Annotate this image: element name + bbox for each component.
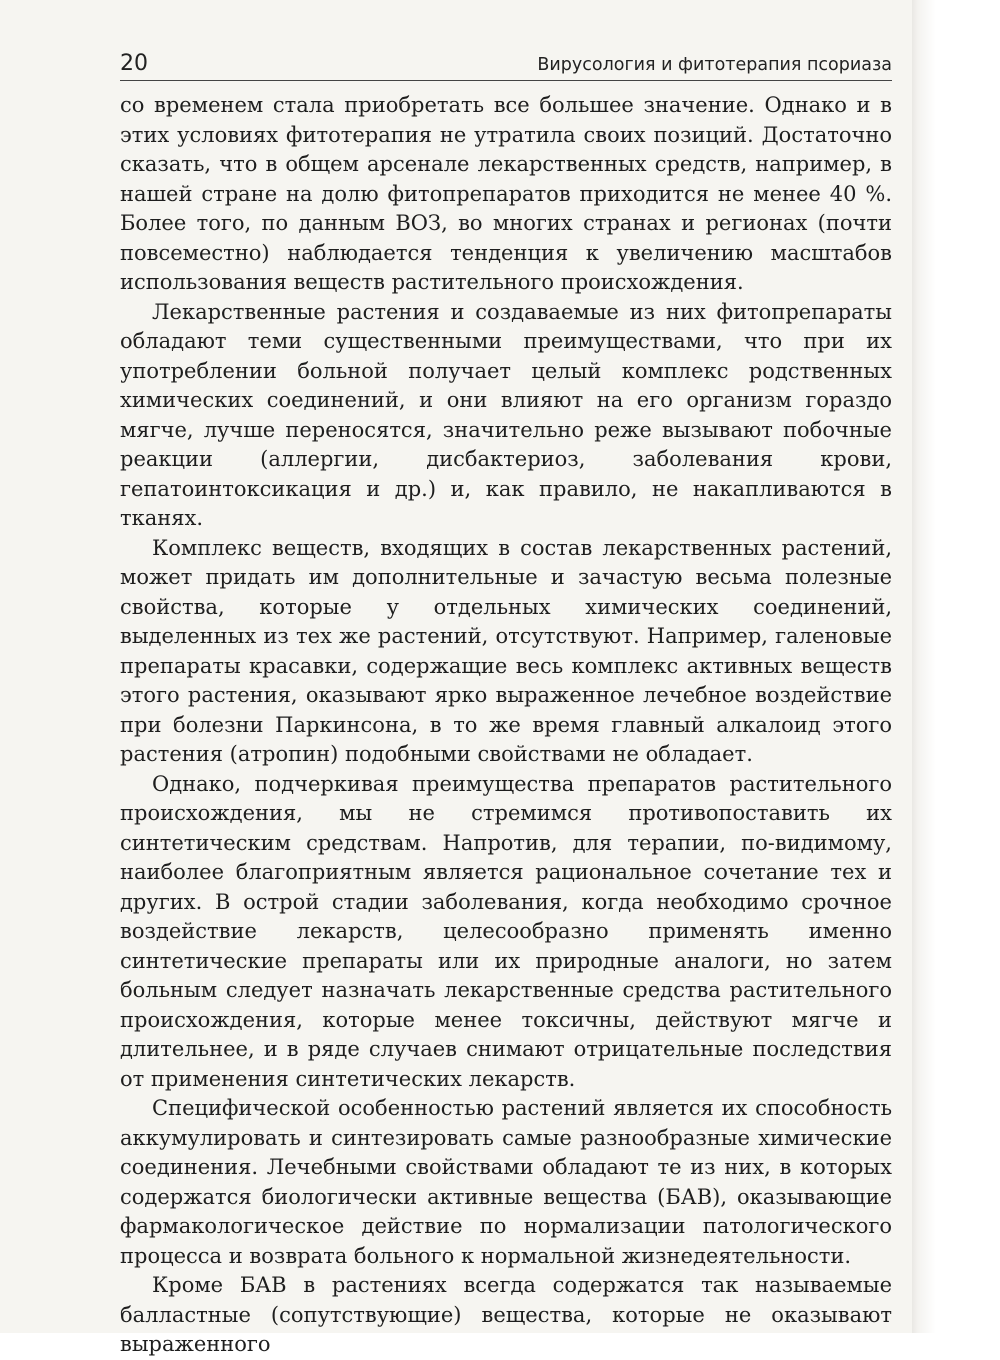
paragraph: Комплекс веществ, входящих в состав лекарственных растений, может придать им дополнительные и зачастую весьма полезные свойства, которые у отдельных химических соединений, выделенных из тех же растений, отсутствуют. Например, галеновые препараты красавки, содержащие весь комплекс активных веществ этого растения, оказывают ярко выраженное лечебное воздействие при болезни Паркинсона, в то же время главный алкалоид этого растения (атропин) подобными свойствами не обладает. (120, 535, 892, 766)
paragraph: Однако, подчеркивая преимущества препаратов растительного происхождения, мы не стремимся противопоставить их синтетическим средствам. Напротив, для терапии, по-видимому, наиболее благоприятным является рациональное сочетание тех и других. В острой стадии заболевания, когда необходимо срочное воздействие лекарств, целесообразно применять именно синтетические препараты или их природные аналоги, но затем больным следует назначать лекарственные средства растительного происхождения, которые менее токсичны, действуют мягче и длительнее, и в ряде случаев снимают отрицательные последствия от применения синтетических лекарств. (120, 771, 892, 1091)
paragraph-continuation: со временем стала приобретать все большее значение. Однако и в этих условиях фитотерапия не утратила своих позиций. Достаточно сказать, что в общем арсенале лекарственных средств, например, в нашей стране на долю фитопрепаратов приходится не менее 40 %. Более того, по данным ВОЗ, во многих странах и регионах (почти повсеместно) наблюдается тенденция к увеличению масштабов использования веществ растительного происхождения. (120, 93, 892, 294)
page-edge-shadow (912, 0, 1000, 1333)
paragraph: Специфической особенностью растений является их способность аккумулировать и синтезировать самые разнообразные химические соединения. Лечебными свойствами обладают те из них, в которых содержатся биологически активные вещества (БАВ), оказывающие фармакологическое действие по нормализации патологического процесса и возврата больного к нормальной жизнедеятельности. (120, 1096, 892, 1268)
page-header (120, 50, 892, 81)
paragraph: Лекарственные растения и создаваемые из них фитопрепараты обладают теми существенными преимуществами, что при их употреблении больной получает целый комплекс родственных химических соединений, и они влияют на его организм гораздо мягче, лучше переносятся, значительно реже вызывают побочные реакции (аллергии, дисбактериоз, заболевания крови, гепатоинтоксикация и др.) и, как правило, не накапливаются в тканях. (120, 299, 892, 530)
running-title: Вирусология и фитотерапия псориаза (537, 55, 892, 75)
page-number: 20 (120, 51, 148, 76)
body-text (120, 91, 892, 1360)
paragraph: Кроме БАВ в растениях всегда содержатся так называемые балластные (сопутствующие) вещества, которые не оказывают выраженного (120, 1273, 892, 1356)
